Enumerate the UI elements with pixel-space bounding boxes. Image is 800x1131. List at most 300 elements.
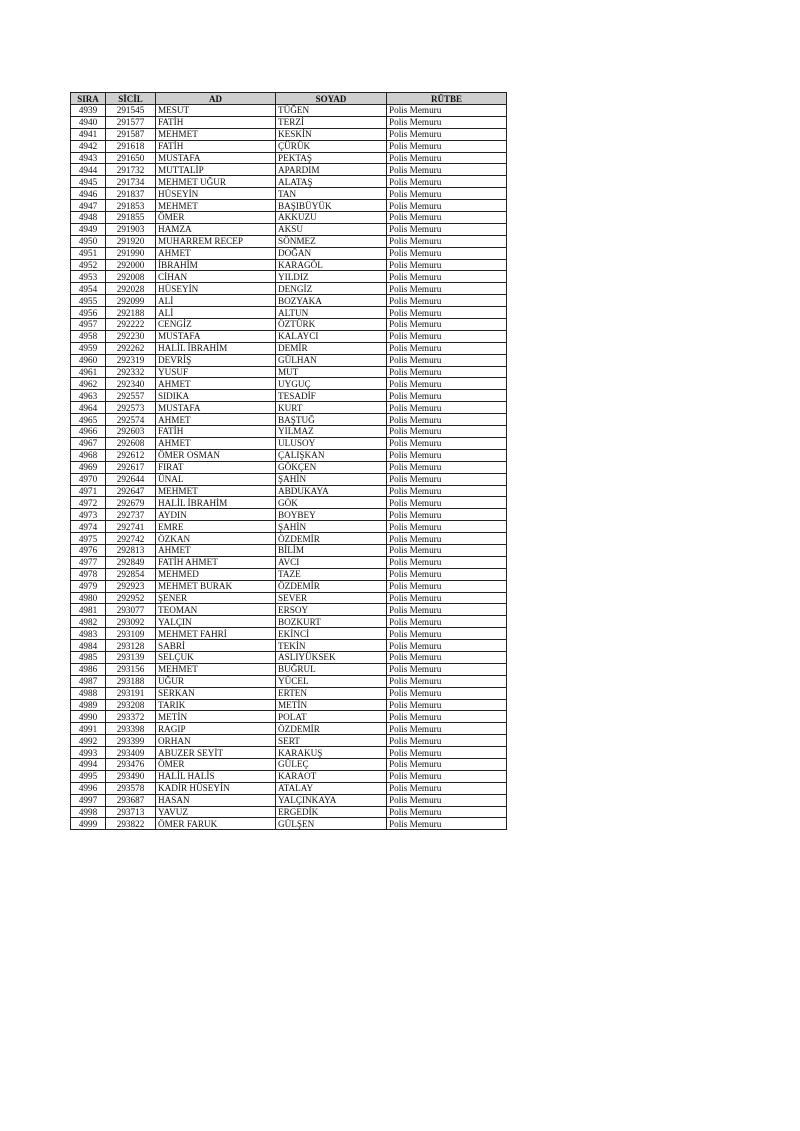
cell-rutbe: Polis Memuru (387, 200, 507, 212)
cell-sira: 4958 (71, 330, 106, 342)
table-row (71, 223, 507, 235)
cell-ad: FATİH (156, 116, 276, 128)
cell-sira: 4972 (71, 497, 106, 509)
cell-ad: MUSTAFA (156, 152, 276, 164)
table-row (71, 152, 507, 164)
cell-sicil: 291853 (106, 200, 156, 212)
cell-sicil: 291837 (106, 188, 156, 200)
cell-sicil: 292679 (106, 497, 156, 509)
table-row (71, 164, 507, 176)
cell-sira: 4967 (71, 437, 106, 449)
cell-sicil: 293156 (106, 663, 156, 675)
cell-soyad: TAZE (276, 568, 387, 580)
cell-sira: 4991 (71, 723, 106, 735)
cell-sira: 4962 (71, 378, 106, 390)
cell-sicil: 293372 (106, 711, 156, 723)
cell-sicil: 292849 (106, 556, 156, 568)
table-row (71, 176, 507, 188)
cell-ad: MESUT (156, 105, 276, 117)
cell-ad: KADİR HÜSEYİN (156, 782, 276, 794)
cell-soyad: AVCI (276, 556, 387, 568)
cell-sira: 4984 (71, 640, 106, 652)
cell-sira: 4959 (71, 342, 106, 354)
table-row (71, 390, 507, 402)
cell-ad: YUSUF (156, 366, 276, 378)
cell-rutbe: Polis Memuru (387, 105, 507, 117)
cell-sicil: 292813 (106, 544, 156, 556)
cell-rutbe: Polis Memuru (387, 473, 507, 485)
cell-rutbe: Polis Memuru (387, 461, 507, 473)
personnel-table (70, 92, 507, 830)
cell-rutbe: Polis Memuru (387, 295, 507, 307)
cell-sira: 4981 (71, 604, 106, 616)
table-row (71, 640, 507, 652)
cell-sicil: 293208 (106, 699, 156, 711)
cell-sicil: 292557 (106, 390, 156, 402)
cell-soyad: METİN (276, 699, 387, 711)
table-row (71, 342, 507, 354)
cell-sicil: 292742 (106, 533, 156, 545)
cell-sira: 4941 (71, 128, 106, 140)
cell-sira: 4955 (71, 295, 106, 307)
cell-sicil: 293409 (106, 747, 156, 759)
table-row (71, 735, 507, 747)
cell-sicil: 293109 (106, 628, 156, 640)
cell-ad: ALİ (156, 295, 276, 307)
table-row (71, 794, 507, 806)
cell-sira: 4948 (71, 212, 106, 224)
cell-sira: 4998 (71, 806, 106, 818)
cell-sira: 4947 (71, 200, 106, 212)
table-row (71, 651, 507, 663)
cell-sicil: 293399 (106, 735, 156, 747)
cell-sicil: 293687 (106, 794, 156, 806)
cell-soyad: ABDUKAYA (276, 485, 387, 497)
cell-sicil: 292340 (106, 378, 156, 390)
cell-soyad: KARAGÖL (276, 259, 387, 271)
cell-soyad: KALAYCI (276, 330, 387, 342)
cell-ad: MUHARREM RECEP (156, 235, 276, 247)
cell-sicil: 291732 (106, 164, 156, 176)
cell-sicil: 291545 (106, 105, 156, 117)
cell-sira: 4944 (71, 164, 106, 176)
cell-sicil: 293822 (106, 818, 156, 830)
table-row (71, 675, 507, 687)
cell-sicil: 292603 (106, 426, 156, 438)
table-row (71, 295, 507, 307)
cell-soyad: YILDIZ (276, 271, 387, 283)
cell-sira: 4994 (71, 758, 106, 770)
cell-rutbe: Polis Memuru (387, 509, 507, 521)
table-row (71, 770, 507, 782)
cell-sira: 4996 (71, 782, 106, 794)
cell-rutbe: Polis Memuru (387, 782, 507, 794)
cell-soyad: POLAT (276, 711, 387, 723)
cell-sira: 4964 (71, 402, 106, 414)
table-row (71, 188, 507, 200)
cell-sicil: 293191 (106, 687, 156, 699)
cell-ad: MEHMET FAHRİ (156, 628, 276, 640)
table-row (71, 116, 507, 128)
cell-rutbe: Polis Memuru (387, 556, 507, 568)
cell-rutbe: Polis Memuru (387, 592, 507, 604)
cell-sira: 4993 (71, 747, 106, 759)
cell-rutbe: Polis Memuru (387, 319, 507, 331)
cell-sira: 4945 (71, 176, 106, 188)
cell-soyad: APARDIM (276, 164, 387, 176)
cell-sira: 4988 (71, 687, 106, 699)
cell-rutbe: Polis Memuru (387, 544, 507, 556)
cell-soyad: TÜĞEN (276, 105, 387, 117)
cell-sira: 4939 (71, 105, 106, 117)
cell-rutbe: Polis Memuru (387, 533, 507, 545)
cell-soyad: TESADİF (276, 390, 387, 402)
table-row (71, 485, 507, 497)
cell-ad: ALİ (156, 307, 276, 319)
cell-sicil: 292647 (106, 485, 156, 497)
cell-soyad: GÜLEÇ (276, 758, 387, 770)
cell-rutbe: Polis Memuru (387, 758, 507, 770)
cell-sicil: 291855 (106, 212, 156, 224)
cell-rutbe: Polis Memuru (387, 521, 507, 533)
cell-rutbe: Polis Memuru (387, 176, 507, 188)
cell-sira: 4942 (71, 140, 106, 152)
cell-sira: 4950 (71, 235, 106, 247)
cell-sicil: 292854 (106, 568, 156, 580)
table-row (71, 747, 507, 759)
cell-rutbe: Polis Memuru (387, 307, 507, 319)
table-row (71, 592, 507, 604)
cell-sicil: 291577 (106, 116, 156, 128)
cell-sira: 4982 (71, 616, 106, 628)
cell-sira: 4975 (71, 533, 106, 545)
cell-rutbe: Polis Memuru (387, 568, 507, 580)
table-row (71, 307, 507, 319)
cell-sicil: 291587 (106, 128, 156, 140)
cell-ad: ŞENER (156, 592, 276, 604)
table-row (71, 378, 507, 390)
cell-rutbe: Polis Memuru (387, 449, 507, 461)
table-row (71, 247, 507, 259)
cell-soyad: EKİNCİ (276, 628, 387, 640)
header-ad: AD (156, 93, 276, 105)
cell-soyad: GÖK (276, 497, 387, 509)
cell-sicil: 293490 (106, 770, 156, 782)
cell-rutbe: Polis Memuru (387, 426, 507, 438)
cell-ad: MUSTAFA (156, 330, 276, 342)
cell-sicil: 291734 (106, 176, 156, 188)
cell-rutbe: Polis Memuru (387, 497, 507, 509)
cell-sicil: 292741 (106, 521, 156, 533)
cell-sicil: 292099 (106, 295, 156, 307)
cell-rutbe: Polis Memuru (387, 806, 507, 818)
cell-ad: DEVRİŞ (156, 354, 276, 366)
cell-rutbe: Polis Memuru (387, 794, 507, 806)
cell-soyad: UYGUÇ (276, 378, 387, 390)
cell-ad: SELÇUK (156, 651, 276, 663)
cell-ad: CİHAN (156, 271, 276, 283)
cell-soyad: ÇÜRÜK (276, 140, 387, 152)
cell-ad: AHMET (156, 437, 276, 449)
cell-ad: MUTTALİP (156, 164, 276, 176)
cell-soyad: GÜLHAN (276, 354, 387, 366)
cell-soyad: ÖZDEMİR (276, 533, 387, 545)
cell-ad: AYDIN (156, 509, 276, 521)
cell-soyad: SERT (276, 735, 387, 747)
cell-rutbe: Polis Memuru (387, 770, 507, 782)
cell-ad: MEHMET (156, 128, 276, 140)
cell-soyad: BAŞIBÜYÜK (276, 200, 387, 212)
cell-rutbe: Polis Memuru (387, 818, 507, 830)
cell-sira: 4953 (71, 271, 106, 283)
cell-rutbe: Polis Memuru (387, 651, 507, 663)
cell-ad: EMRE (156, 521, 276, 533)
cell-sira: 4940 (71, 116, 106, 128)
cell-soyad: ULUSOY (276, 437, 387, 449)
cell-rutbe: Polis Memuru (387, 663, 507, 675)
cell-ad: HALİL HALİS (156, 770, 276, 782)
cell-sicil: 293128 (106, 640, 156, 652)
cell-soyad: SEVER (276, 592, 387, 604)
cell-sira: 4974 (71, 521, 106, 533)
table-row (71, 699, 507, 711)
cell-sicil: 293713 (106, 806, 156, 818)
cell-sira: 4951 (71, 247, 106, 259)
table-row (71, 319, 507, 331)
cell-soyad: ERGEDİK (276, 806, 387, 818)
table-header-row (71, 93, 507, 105)
cell-sira: 4968 (71, 449, 106, 461)
cell-ad: SERKAN (156, 687, 276, 699)
table-row (71, 402, 507, 414)
cell-ad: ÖMER FARUK (156, 818, 276, 830)
cell-soyad: ÖZDEMİR (276, 723, 387, 735)
cell-rutbe: Polis Memuru (387, 152, 507, 164)
cell-soyad: ATALAY (276, 782, 387, 794)
table-row (71, 212, 507, 224)
table-body (71, 105, 507, 830)
cell-ad: HÜSEYİN (156, 188, 276, 200)
cell-ad: TARIK (156, 699, 276, 711)
cell-sira: 4956 (71, 307, 106, 319)
table-row (71, 497, 507, 509)
cell-ad: SIDIKA (156, 390, 276, 402)
header-sicil: SİCİL (106, 93, 156, 105)
cell-sicil: 292000 (106, 259, 156, 271)
cell-sicil: 291618 (106, 140, 156, 152)
cell-sira: 4969 (71, 461, 106, 473)
cell-rutbe: Polis Memuru (387, 640, 507, 652)
cell-ad: MUSTAFA (156, 402, 276, 414)
cell-ad: TEOMAN (156, 604, 276, 616)
cell-ad: İBRAHİM (156, 259, 276, 271)
cell-soyad: TERZİ (276, 116, 387, 128)
cell-rutbe: Polis Memuru (387, 747, 507, 759)
cell-soyad: BOYBEY (276, 509, 387, 521)
cell-ad: HAMZA (156, 223, 276, 235)
cell-ad: METİN (156, 711, 276, 723)
cell-sira: 4957 (71, 319, 106, 331)
cell-soyad: TEKİN (276, 640, 387, 652)
cell-rutbe: Polis Memuru (387, 390, 507, 402)
cell-sicil: 292573 (106, 402, 156, 414)
cell-ad: YAVUZ (156, 806, 276, 818)
table-row (71, 271, 507, 283)
cell-rutbe: Polis Memuru (387, 687, 507, 699)
cell-rutbe: Polis Memuru (387, 485, 507, 497)
cell-rutbe: Polis Memuru (387, 212, 507, 224)
table-row (71, 140, 507, 152)
cell-rutbe: Polis Memuru (387, 414, 507, 426)
cell-sicil: 292319 (106, 354, 156, 366)
cell-soyad: DEMİR (276, 342, 387, 354)
cell-sicil: 292028 (106, 283, 156, 295)
cell-sira: 4990 (71, 711, 106, 723)
cell-soyad: ŞAHİN (276, 473, 387, 485)
cell-rutbe: Polis Memuru (387, 330, 507, 342)
cell-sira: 4943 (71, 152, 106, 164)
cell-sicil: 293476 (106, 758, 156, 770)
cell-soyad: KESKİN (276, 128, 387, 140)
table-row (71, 414, 507, 426)
cell-rutbe: Polis Memuru (387, 128, 507, 140)
cell-soyad: ERTEN (276, 687, 387, 699)
cell-sira: 4954 (71, 283, 106, 295)
cell-sira: 4995 (71, 770, 106, 782)
cell-soyad: BOZYAKA (276, 295, 387, 307)
cell-soyad: BİLİM (276, 544, 387, 556)
cell-soyad: SÖNMEZ (276, 235, 387, 247)
cell-ad: ÖZKAN (156, 533, 276, 545)
cell-sicil: 292952 (106, 592, 156, 604)
cell-sira: 4986 (71, 663, 106, 675)
cell-ad: UĞUR (156, 675, 276, 687)
cell-sira: 4983 (71, 628, 106, 640)
cell-rutbe: Polis Memuru (387, 735, 507, 747)
cell-sira: 4952 (71, 259, 106, 271)
cell-soyad: ALTUN (276, 307, 387, 319)
cell-ad: MEHMET (156, 663, 276, 675)
cell-sicil: 291990 (106, 247, 156, 259)
cell-ad: YALÇIN (156, 616, 276, 628)
cell-ad: RAGIP (156, 723, 276, 735)
cell-soyad: YILMAZ (276, 426, 387, 438)
cell-soyad: DENGİZ (276, 283, 387, 295)
table-row (71, 461, 507, 473)
cell-soyad: ALATAŞ (276, 176, 387, 188)
cell-ad: HALİL İBRAHİM (156, 497, 276, 509)
cell-sira: 4949 (71, 223, 106, 235)
cell-soyad: GÖKÇEN (276, 461, 387, 473)
cell-rutbe: Polis Memuru (387, 366, 507, 378)
cell-ad: FIRAT (156, 461, 276, 473)
cell-ad: AHMET (156, 247, 276, 259)
table-row (71, 366, 507, 378)
cell-sira: 4970 (71, 473, 106, 485)
cell-rutbe: Polis Memuru (387, 437, 507, 449)
cell-ad: FATİH (156, 140, 276, 152)
cell-ad: MEHMET BURAK (156, 580, 276, 592)
table-row (71, 687, 507, 699)
table-row (71, 509, 507, 521)
table-row (71, 758, 507, 770)
header-rutbe: RÜTBE (387, 93, 507, 105)
cell-sicil: 292222 (106, 319, 156, 331)
table-row (71, 437, 507, 449)
cell-ad: AHMET (156, 544, 276, 556)
cell-sicil: 292612 (106, 449, 156, 461)
cell-ad: CENGİZ (156, 319, 276, 331)
cell-soyad: MUT (276, 366, 387, 378)
cell-ad: HALİL İBRAHİM (156, 342, 276, 354)
table-row (71, 283, 507, 295)
table-row (71, 235, 507, 247)
table-row (71, 663, 507, 675)
cell-sira: 4997 (71, 794, 106, 806)
cell-sira: 4966 (71, 426, 106, 438)
cell-sira: 4979 (71, 580, 106, 592)
table-row (71, 544, 507, 556)
cell-sira: 4980 (71, 592, 106, 604)
table-row (71, 473, 507, 485)
cell-soyad: ÇALIŞKAN (276, 449, 387, 461)
cell-sicil: 293398 (106, 723, 156, 735)
cell-sicil: 291903 (106, 223, 156, 235)
cell-ad: FATİH AHMET (156, 556, 276, 568)
cell-ad: FATİH (156, 426, 276, 438)
table-row (71, 105, 507, 117)
cell-sira: 4965 (71, 414, 106, 426)
cell-soyad: KARAOT (276, 770, 387, 782)
table-row (71, 521, 507, 533)
table-row (71, 556, 507, 568)
cell-sicil: 292008 (106, 271, 156, 283)
cell-soyad: YALÇINKAYA (276, 794, 387, 806)
cell-ad: ÖMER OSMAN (156, 449, 276, 461)
table-row (71, 259, 507, 271)
table-row (71, 782, 507, 794)
cell-sicil: 292608 (106, 437, 156, 449)
cell-soyad: KURT (276, 402, 387, 414)
cell-rutbe: Polis Memuru (387, 283, 507, 295)
cell-rutbe: Polis Memuru (387, 723, 507, 735)
cell-sicil: 293578 (106, 782, 156, 794)
cell-rutbe: Polis Memuru (387, 247, 507, 259)
cell-sicil: 292574 (106, 414, 156, 426)
cell-ad: ABUZER SEYİT (156, 747, 276, 759)
cell-rutbe: Polis Memuru (387, 628, 507, 640)
header-soyad: SOYAD (276, 93, 387, 105)
cell-rutbe: Polis Memuru (387, 711, 507, 723)
cell-rutbe: Polis Memuru (387, 235, 507, 247)
cell-sicil: 292737 (106, 509, 156, 521)
cell-ad: MEHMET UĞUR (156, 176, 276, 188)
cell-sira: 4989 (71, 699, 106, 711)
cell-soyad: PEKTAŞ (276, 152, 387, 164)
cell-sira: 4999 (71, 818, 106, 830)
cell-rutbe: Polis Memuru (387, 675, 507, 687)
cell-rutbe: Polis Memuru (387, 378, 507, 390)
cell-sira: 4987 (71, 675, 106, 687)
cell-sicil: 291650 (106, 152, 156, 164)
cell-soyad: ASLIYÜKSEK (276, 651, 387, 663)
cell-sira: 4976 (71, 544, 106, 556)
cell-sira: 4978 (71, 568, 106, 580)
table-row (71, 128, 507, 140)
cell-soyad: BAŞTUĞ (276, 414, 387, 426)
header-sira: SIRA (71, 93, 106, 105)
cell-soyad: BUĞRUL (276, 663, 387, 675)
